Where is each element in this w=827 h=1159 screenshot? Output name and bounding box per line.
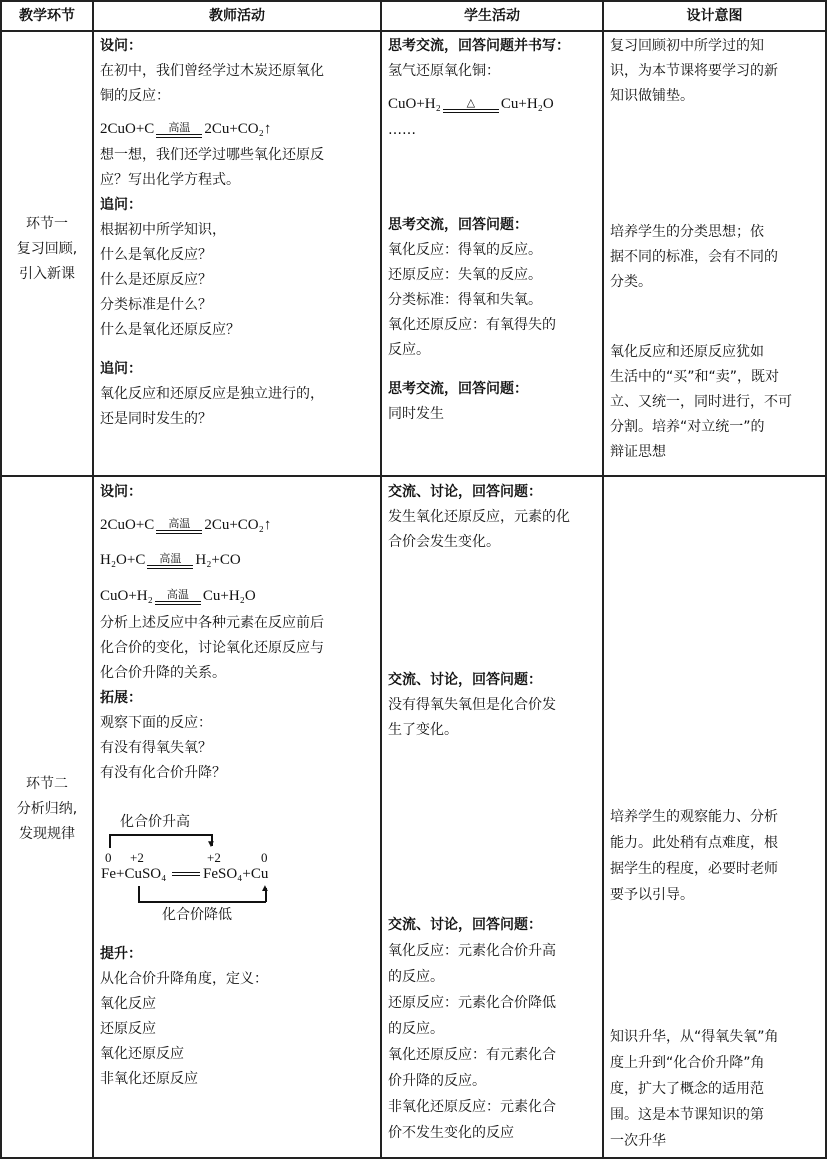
header-intent: 设计意图 bbox=[686, 8, 743, 24]
arrow-down-icon: ▼ bbox=[206, 839, 216, 850]
stage2-intent-p1-line: 要予以引导。 bbox=[610, 887, 694, 903]
stage1-label-line3: 引入新课 bbox=[19, 266, 75, 282]
stage2-teacher-q3-line: 还原反应 bbox=[100, 1021, 156, 1037]
ox-state-fe-right: +2 bbox=[207, 850, 221, 865]
stage1-intent-p2-line: 据不同的标准，会有不同的 bbox=[610, 249, 778, 265]
stage1-student-a1-title: 思考交流，回答问题并书写： bbox=[388, 38, 570, 54]
reaction-sign bbox=[156, 122, 202, 138]
reaction-condition: 高温 bbox=[168, 516, 191, 530]
ox-state-fe: 0 bbox=[105, 850, 112, 865]
stage1-teacher-q2-line: 什么是还原反应？ bbox=[100, 272, 212, 288]
stage2-teacher-q2-line: 观察下面的反应： bbox=[100, 715, 212, 731]
eq-left: CuO+H₂ bbox=[100, 588, 153, 604]
header-student: 学生活动 bbox=[464, 8, 520, 24]
stage1-label-line1: 环节一 bbox=[26, 216, 68, 232]
stage2-student-a3-line: 氧化反应：元素化合价升高 bbox=[388, 943, 556, 959]
stage2-label-line2: 分析归纳, bbox=[16, 801, 78, 817]
stage1-teacher-q1-line3: 想一想，我们还学过哪些氧化还原反 bbox=[100, 147, 324, 163]
col-divider-2 bbox=[380, 0, 382, 1159]
redox-diagram bbox=[100, 808, 378, 928]
stage1-intent-p1-line: 识，为本节课将要学习的新 bbox=[610, 63, 778, 79]
stage2-student-a1-title: 交流、讨论，回答问题： bbox=[388, 484, 542, 500]
stage1-student-a1-line1: 氢气还原氧化铜： bbox=[388, 63, 500, 79]
stage1-student-a2-line: 反应。 bbox=[388, 342, 430, 358]
stage2-teacher-q3-line: 非氧化还原反应 bbox=[100, 1071, 198, 1087]
stage2-student bbox=[388, 480, 600, 555]
stage2-student-2 bbox=[388, 668, 600, 743]
stage1-student bbox=[388, 34, 600, 427]
stage1-intent-p2-line: 分类。 bbox=[610, 274, 652, 290]
stage2-intent-p2-line: 度上升到“化合价升降”角 bbox=[610, 1055, 765, 1071]
stage2-teacher-equation bbox=[100, 575, 378, 611]
stage2-student-a3-line: 还原反应：元素化合价降低 bbox=[388, 995, 556, 1011]
stage2-teacher-q1-line: 分析上述反应中各种元素在反应前后 bbox=[100, 615, 324, 631]
table-border-left bbox=[0, 0, 2, 1159]
reaction-sign bbox=[443, 97, 499, 113]
stage1-teacher-q2-title: 追问： bbox=[100, 197, 142, 213]
stage2-student-a1-line: 合价会发生变化。 bbox=[388, 534, 500, 550]
stage1-student-a2-line: 氧化还原反应：有氧得失的 bbox=[388, 317, 556, 333]
stage2-intent-p1-line: 能力。此处稍有点难度，根 bbox=[610, 835, 778, 851]
bracket-line bbox=[138, 901, 266, 903]
stage2-teacher-q1-title: 设问： bbox=[100, 484, 142, 500]
stage1-teacher-equation bbox=[100, 109, 378, 143]
stage2-label-line3: 发现规律 bbox=[19, 826, 75, 842]
bracket-line bbox=[109, 834, 111, 848]
stage2-student-a2-line: 没有得氧失氧但是化合价发 bbox=[388, 697, 556, 713]
equals-sign bbox=[172, 872, 200, 876]
header-divider bbox=[2, 30, 825, 32]
stage2-student-a1-line: 发生氧化还原反应，元素的化 bbox=[388, 509, 570, 525]
stage2-teacher-q2-title: 拓展： bbox=[100, 690, 142, 706]
reaction-condition: 高温 bbox=[168, 120, 191, 134]
stage2-teacher bbox=[100, 480, 378, 786]
redox-equation-left: Fe+CuSO₄ bbox=[101, 866, 167, 882]
stage2-intent-p2-line: 一次升华 bbox=[610, 1133, 666, 1149]
eq-right: Cu+H₂O bbox=[202, 588, 256, 604]
eq-right: 2Cu+CO₂↑ bbox=[204, 121, 272, 137]
stage2-teacher-q3-title: 提升： bbox=[100, 946, 142, 962]
stage1-intent bbox=[610, 34, 822, 109]
stage1-label-line2: 复习回顾, bbox=[16, 241, 78, 257]
stage2-label bbox=[4, 772, 90, 847]
header-teacher: 教师活动 bbox=[209, 8, 265, 24]
stage1-student-a2-title: 思考交流，回答问题： bbox=[388, 217, 528, 233]
stage1-label bbox=[4, 212, 90, 287]
stage1-teacher-q2-line: 分类标准是什么？ bbox=[100, 297, 212, 313]
stage1-teacher bbox=[100, 34, 378, 432]
stage1-teacher-q1-line4: 应？写出化学方程式。 bbox=[100, 172, 240, 188]
stage1-teacher-q2-line: 什么是氧化反应？ bbox=[100, 247, 212, 263]
stage1-teacher-q2-line: 什么是氧化还原反应？ bbox=[100, 322, 240, 338]
stage1-intent-p3-line: 辩证思想 bbox=[610, 444, 666, 460]
stage1-intent-p3-line: 生活中的“买”和“卖”，既对 bbox=[610, 369, 780, 385]
valence-decrease-label: 化合价降低 bbox=[162, 907, 232, 923]
stage1-teacher-q1-title: 设问： bbox=[100, 38, 142, 54]
stage1-student-a3-line1: 同时发生 bbox=[388, 406, 444, 422]
eq-right: H₂+CO bbox=[195, 552, 241, 568]
col-divider-3 bbox=[602, 0, 604, 1159]
reaction-condition: 高温 bbox=[159, 551, 182, 565]
stage1-student-equation bbox=[388, 84, 600, 118]
stage2-intent bbox=[610, 804, 822, 908]
stage2-teacher-q1-line: 化合价升降的关系。 bbox=[100, 665, 226, 681]
stage1-teacher-q1-line2: 铜的反应： bbox=[100, 88, 170, 104]
stage2-teacher-equation bbox=[100, 505, 378, 539]
stage2-intent-p2-line: 度，扩大了概念的适用范 bbox=[610, 1081, 764, 1097]
stage2-intent-p2-line: 围。这是本节课知识的第 bbox=[610, 1107, 764, 1123]
stage1-student-dots: …… bbox=[388, 122, 416, 138]
stage2-teacher-equation bbox=[100, 539, 378, 575]
stage1-teacher-q1-line1: 在初中，我们曾经学过木炭还原氧化 bbox=[100, 63, 324, 79]
stage1-student-a2-line: 氧化反应：得氧的反应。 bbox=[388, 242, 542, 258]
reaction-condition: 高温 bbox=[166, 587, 189, 601]
stage2-student-a3-line: 价升降的反应。 bbox=[388, 1073, 486, 1089]
stage1-teacher-q3-line2: 还是同时发生的？ bbox=[100, 411, 212, 427]
eq-left: CuO+H₂ bbox=[388, 96, 441, 112]
stage2-label-line1: 环节二 bbox=[26, 776, 68, 792]
stage1-student-a2-line: 分类标准：得氧和失氧。 bbox=[388, 292, 542, 308]
valence-increase-label: 化合价升高 bbox=[120, 814, 190, 830]
stage2-teacher-q1-line: 化合价的变化，讨论氧化还原反应与 bbox=[100, 640, 324, 656]
stage2-teacher-q2-line: 有没有化合价升降？ bbox=[100, 765, 226, 781]
stage1-intent-p1-line: 知识做铺垫。 bbox=[610, 88, 694, 104]
reaction-sign bbox=[147, 553, 193, 569]
ox-state-cu-left: +2 bbox=[130, 850, 144, 865]
stage2-intent-2 bbox=[610, 1024, 822, 1154]
arrow-up-icon: ▲ bbox=[260, 883, 270, 894]
stage2-intent-p1-line: 据学生的程度，必要时老师 bbox=[610, 861, 778, 877]
stage1-intent-p2-line: 培养学生的分类思想；依 bbox=[610, 224, 764, 240]
ox-state-cu-right: 0 bbox=[261, 850, 268, 865]
stage1-intent-p1-line: 复习回顾初中所学过的知 bbox=[610, 38, 764, 54]
stage2-teacher-3 bbox=[100, 942, 378, 1092]
stage1-student-a2-line: 还原反应：失氧的反应。 bbox=[388, 267, 542, 283]
reaction-sign bbox=[156, 518, 202, 534]
eq-left: 2CuO+C bbox=[100, 121, 155, 137]
stage2-student-a3-title: 交流、讨论，回答问题： bbox=[388, 917, 542, 933]
stage2-teacher-q3-line: 氧化反应 bbox=[100, 996, 156, 1012]
stage1-intent-3 bbox=[610, 340, 822, 465]
stage2-student-a3-line: 的反应。 bbox=[388, 969, 444, 985]
stage1-intent-p3-line: 氧化反应和还原反应犹如 bbox=[610, 344, 764, 360]
stage2-intent-p2-line: 知识升华，从“得氧失氧”角 bbox=[610, 1029, 779, 1045]
bracket-line bbox=[109, 834, 212, 836]
stage2-student-a2-line: 生了变化。 bbox=[388, 722, 458, 738]
stage1-intent-p3-line: 立、又统一，同时进行，不可 bbox=[610, 394, 792, 410]
stage-divider bbox=[2, 475, 825, 477]
stage1-intent-2 bbox=[610, 220, 822, 295]
stage2-teacher-q3-line: 氧化还原反应 bbox=[100, 1046, 184, 1062]
stage2-teacher-q2-line: 有没有得氧失氧？ bbox=[100, 740, 212, 756]
stage1-teacher-q2-line: 根据初中所学知识， bbox=[100, 222, 226, 238]
stage1-intent-p3-line: 分割。培养“对立统一”的 bbox=[610, 419, 765, 435]
header-stage: 教学环节 bbox=[19, 8, 75, 24]
eq-left: 2CuO+C bbox=[100, 517, 155, 533]
stage1-teacher-q3-line1: 氧化反应和还原反应是独立进行的， bbox=[100, 386, 324, 402]
stage2-student-3 bbox=[388, 912, 600, 1146]
reaction-sign bbox=[155, 589, 201, 605]
stage2-student-a3-line: 非氧化还原反应：元素化合 bbox=[388, 1099, 556, 1115]
stage1-teacher-q3-title: 追问： bbox=[100, 361, 142, 377]
stage2-student-a3-line: 的反应。 bbox=[388, 1021, 444, 1037]
stage2-teacher-q3-line: 从化合价升降角度，定义： bbox=[100, 971, 268, 987]
stage2-student-a3-line: 价不发生变化的反应 bbox=[388, 1125, 514, 1141]
stage2-student-a3-line: 氧化还原反应：有元素化合 bbox=[388, 1047, 556, 1063]
col-divider-1 bbox=[92, 0, 94, 1159]
stage1-student-a3-title: 思考交流，回答问题： bbox=[388, 381, 528, 397]
eq-right: Cu+H₂O bbox=[500, 96, 554, 112]
stage2-intent-p1-line: 培养学生的观察能力、分析 bbox=[610, 809, 778, 825]
reaction-condition: △ bbox=[466, 95, 476, 109]
redox-equation-right: FeSO₄+Cu bbox=[203, 866, 269, 882]
eq-right: 2Cu+CO₂↑ bbox=[204, 517, 272, 533]
stage2-student-a2-title: 交流、讨论，回答问题： bbox=[388, 672, 542, 688]
bracket-line bbox=[138, 886, 140, 902]
eq-left: H₂O+C bbox=[100, 552, 146, 568]
